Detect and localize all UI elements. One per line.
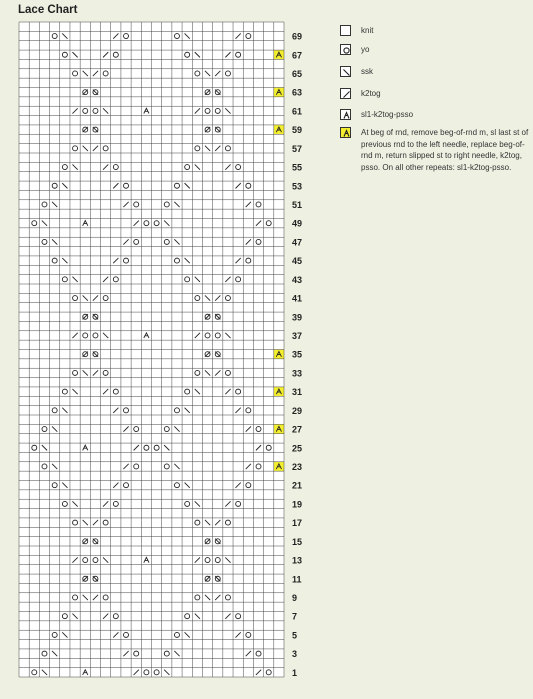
row-number: 1: [292, 667, 298, 678]
row-number: 51: [292, 199, 303, 210]
legend-label-sl1-k2tog-psso: sl1-k2tog-psso: [361, 110, 414, 119]
row-number: 47: [292, 237, 303, 248]
row-number: 59: [292, 125, 303, 136]
row-number: 69: [292, 31, 303, 42]
row-number: 35: [292, 349, 303, 360]
row-number: 21: [292, 480, 303, 491]
row-number: 67: [292, 50, 303, 61]
row-number: 63: [292, 87, 303, 98]
row-number: 55: [292, 162, 303, 173]
ssk-icon: [340, 66, 351, 77]
row-number: 41: [292, 293, 303, 304]
row-number: 31: [292, 387, 303, 398]
row-number: 33: [292, 368, 303, 379]
row-number: 13: [292, 555, 303, 566]
row-number: 49: [292, 218, 303, 229]
row-number: 27: [292, 424, 303, 435]
row-number: 43: [292, 274, 303, 285]
row-number: 5: [292, 630, 298, 641]
row-number: 9: [292, 592, 298, 603]
row-number: 45: [292, 256, 303, 267]
legend-label-k2tog: k2tog: [361, 89, 381, 98]
row-number: 61: [292, 106, 303, 117]
legend-label-yo: yo: [361, 45, 370, 54]
row-number: 11: [292, 574, 302, 585]
yo-icon: [340, 44, 351, 55]
row-number: 29: [292, 405, 303, 416]
row-number: 19: [292, 499, 303, 510]
row-number: 57: [292, 143, 303, 154]
row-number: 23: [292, 461, 303, 472]
row-number: 17: [292, 518, 303, 529]
knit-icon: [340, 25, 351, 36]
row-number: 39: [292, 312, 303, 323]
row-number: 53: [292, 181, 303, 192]
row-number: 37: [292, 330, 303, 341]
legend-label-special-decrease: At beg of rnd, remove beg-of-rnd m, sl last st of previous rnd to the left needle, replace beg-of-rnd m, return slipped st to right needle, k2tog, psso. On all other repeats: sl1-k2tog-psso.: [361, 128, 529, 172]
row-number: 15: [292, 536, 303, 547]
legend-label-knit: knit: [361, 26, 374, 35]
row-number: 25: [292, 443, 303, 454]
legend-label-ssk: ssk: [361, 67, 373, 76]
sl1-k2tog-psso-icon: [340, 109, 351, 120]
chart-title: Lace Chart: [18, 4, 78, 16]
row-number: 3: [292, 649, 298, 660]
special-decrease-icon: [340, 127, 351, 138]
row-number: 7: [292, 611, 298, 622]
k2tog-icon: [340, 88, 351, 99]
row-number: 65: [292, 68, 303, 79]
